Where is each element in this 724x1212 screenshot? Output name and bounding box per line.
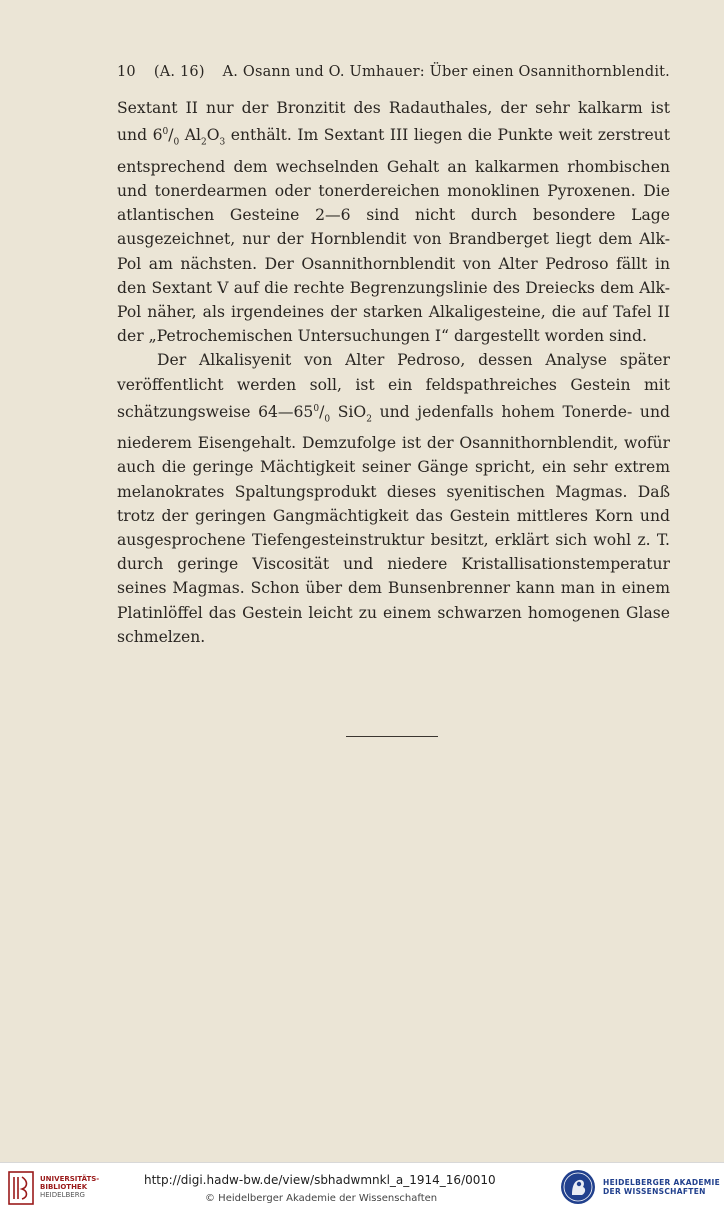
text-run: O bbox=[206, 126, 220, 145]
section-label: (A. 16) bbox=[153, 64, 205, 80]
ub-heidelberg-logo-icon[interactable] bbox=[8, 1171, 34, 1205]
text-run: / bbox=[168, 126, 174, 145]
subscript: 2 bbox=[200, 137, 207, 148]
body-text bbox=[117, 96, 670, 649]
running-title: A. Osann und O. Umhauer: Über einen Osannithornblendit. bbox=[222, 64, 670, 80]
permalink-url[interactable]: http://digi.hadw-bw.de/view/sbhadwmnkl_a_1914_16/0010 bbox=[144, 1173, 496, 1187]
library-line-1: UNIVERSITÄTS- bbox=[40, 1175, 100, 1183]
running-header bbox=[117, 64, 670, 80]
text-run: SiO bbox=[330, 402, 367, 421]
paragraph-2 bbox=[117, 348, 670, 649]
text-run: Sextant II nur der Bronzitit des Radauthales, der sehr kalkarm ist und 6 bbox=[117, 99, 670, 145]
subscript: 2 bbox=[366, 414, 372, 425]
text-run: Der Alkalisyenit von Alter Pedroso, dessen Analyse später veröffentlicht werden soll, ist ein feldspathreiches Gestein mit schätzungsweise 64—65 bbox=[117, 351, 670, 421]
page-number: 10 bbox=[117, 64, 136, 80]
library-name bbox=[40, 1175, 99, 1199]
library-line-2: BIBLIOTHEK bbox=[40, 1183, 88, 1191]
section-divider bbox=[346, 736, 438, 737]
text-run: / bbox=[319, 402, 325, 421]
academy-line-2: DER WISSENSCHAFTEN bbox=[603, 1187, 706, 1196]
superscript: 0 bbox=[162, 127, 169, 138]
text-run: enthält. Im Sextant III liegen die Punkte weit zerstreut entsprechend dem wechselnden Gehalt an kalkarmen rhombischen und tonerdearmen oder tonerdereichen monoklinen Pyroxenen. Die atlantischen Gesteine 2—6 sind nicht durch besondere Lage ausgezeichnet, nur der Hornblendit von Brandberget liegt dem Alk-Pol am nächsten. Der Osannithornblendit von Alter Pedroso fällt in den Sextant V auf die rechte Begrenzungslinie des Dreiecks dem Alk-Pol näher, als irgendeines der starken Alkaligesteine, die auf Tafel II der „Petrochemischen Untersuchungen I“ dargestellt worden sind. bbox=[117, 126, 670, 346]
viewer-footer bbox=[0, 1162, 724, 1212]
superscript: 0 bbox=[313, 403, 320, 414]
text-run: und jedenfalls hohem Tonerde- und niederem Eisengehalt. Demzufolge ist der Osannithornblendit, wofür auch die geringe Mächtigkeit seiner Gänge spricht, ein sehr extrem melanokrates Spaltungsprodukt dieses syenitischen Magmas. Daß trotz der geringen Gangmächtigkeit das Gestein mittleres Korn und ausgesprochene Tiefengesteinstruktur besitzt, erklärt sich wohl z. T. durch geringe Viscosität und niedere Kristallisationstemperatur seines Magmas. Schon über dem Bunsenbrenner kann man in einem Platinlöffel das Gestein leicht zu einem schwarzen homogenen Glase schmelzen. bbox=[117, 402, 670, 646]
subscript: 0 bbox=[324, 414, 331, 425]
paragraph-1 bbox=[117, 96, 670, 348]
academy-line-1: HEIDELBERGER AKADEMIE bbox=[603, 1178, 721, 1187]
text-run: Al bbox=[179, 126, 201, 145]
subscript: 0 bbox=[173, 137, 180, 148]
academy-name bbox=[603, 1178, 720, 1196]
library-line-3: HEIDELBERG bbox=[40, 1191, 85, 1199]
subscript: 3 bbox=[219, 137, 226, 148]
copyright-notice: © Heidelberger Akademie der Wissenschaften bbox=[205, 1193, 438, 1204]
academy-seal-icon[interactable] bbox=[560, 1169, 596, 1205]
